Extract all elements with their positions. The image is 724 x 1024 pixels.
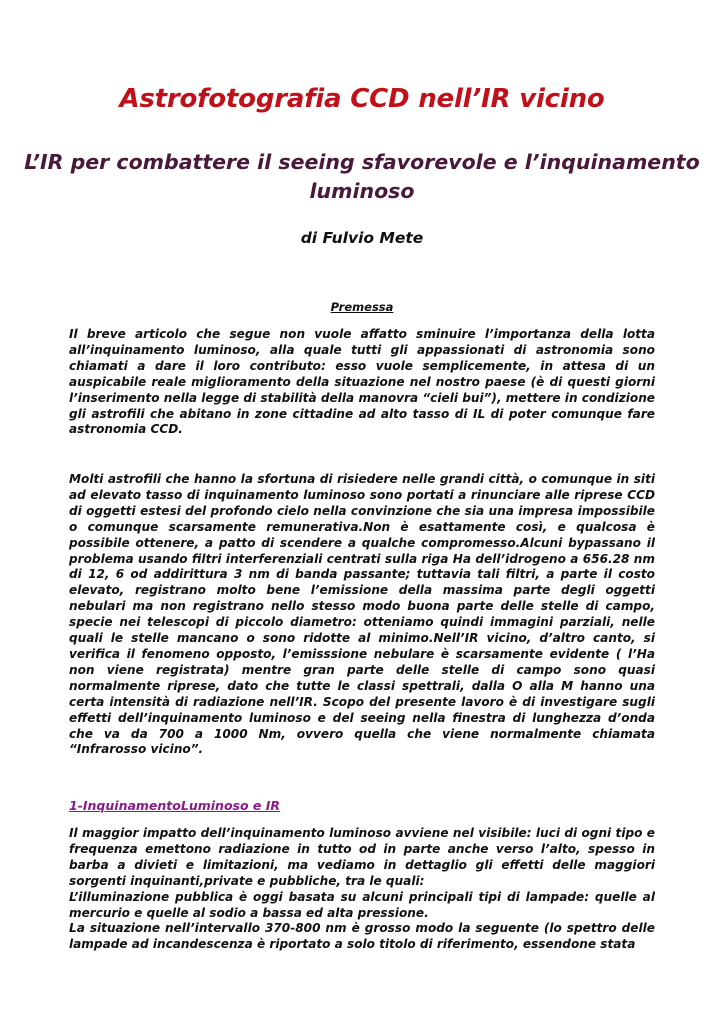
document-subtitle: L’IR per combattere il seeing sfavorevole e l’inquinamento luminoso bbox=[24, 150, 700, 203]
chapter-1-paragraph: Il maggior impatto dell’inquinamento luminoso avviene nel visibile: luci di ogni tipo e frequenza emettono radiazione in tutto od in parte anche verso l’alto, spesso in barba a divieti e limitazioni, ma vediamo in dettaglio gli effetti delle maggiori sorgenti inquinanti,private e pubbliche, tra le quali: L’illuminazione pubblica è oggi basata su alcuni principali tipi di lampade: quelle al mercurio e quelle al sodio a bassa ed alta pressione. La situazione nell’intervallo 370-800 nm è grosso modo la seguente (lo spettro delle lampade ad incandescenza è riportato a solo titolo di riferimento, essendone stata bbox=[69, 826, 655, 952]
author-byline: di Fulvio Mete bbox=[300, 229, 424, 247]
premessa-heading: Premessa bbox=[330, 300, 394, 314]
intro-paragraph: Molti astrofili che hanno la sfortuna di risiedere nelle grandi città, o comunque in siti ad elevato tasso di inquinamento luminoso sono portati a rinunciare alle riprese CCD di oggetti estesi del profondo cielo nella convinzione che sia una impresa impossibile o comunque scarsamente remunerativa.Non è esattamente così, e qualcosa è possibile ottenere, a patto di scendere a qualche compromesso.Alcuni bypassano il problema usando filtri interferenziali centrati sulla riga Ha dell’idrogeno a 656.28 nm di 12, 6 od addirittura 3 nm di banda passante; tuttavia tali filtri, a parte il costo elevato, registrano molto bene l’emissione della massima parte degli oggetti nebulari ma non registrano nello stesso modo buona parte delle stelle di campo, specie nei telescopi di piccolo diametro: otteniamo quindi immagini parziali, nelle quali le stelle mancano o sono ridotte al minimo.Nell’IR vicino, d’altro canto, si verifica il fenomeno opposto, l’emisssione nebulare è scarsamente evidente ( l’Ha non viene registrata) mentre gran parte delle stelle di campo sono quasi normalmente riprese, dato che tutte le classi spettrali, dalla O alla M hanno una certa intensità di radiazione nell’IR. Scopo del presente lavoro è di investigare sugli effetti dell’inquinamento luminoso e del seeing nella finestra di lunghezza d’onda che va da 700 a 1000 Nm, ovvero quella che viene normalmente chiamata “Infrarosso vicino”. bbox=[69, 472, 655, 757]
premessa-paragraph: Il breve articolo che segue non vuole affatto sminuire l’importanza della lotta all’inquinamento luminoso, alla quale tutti gli appassionati di astronomia sono chiamati a dare il loro contributo: esso vuole semplicemente, in attesa di un auspicabile reale miglioramento della situazione nel nostro paese (è di questi giorni l’inserimento nella legge di stabilità della manovra “cieli bui”), mettere in condizione gli astrofili che abitano in zone cittadine ad alto tasso di IL di poter comunque fare astronomia CCD. bbox=[69, 327, 655, 437]
document-title: Astrofotografia CCD nell’IR vicino bbox=[119, 84, 605, 114]
chapter-1-heading: 1-InquinamentoLuminoso e IR bbox=[69, 798, 281, 813]
